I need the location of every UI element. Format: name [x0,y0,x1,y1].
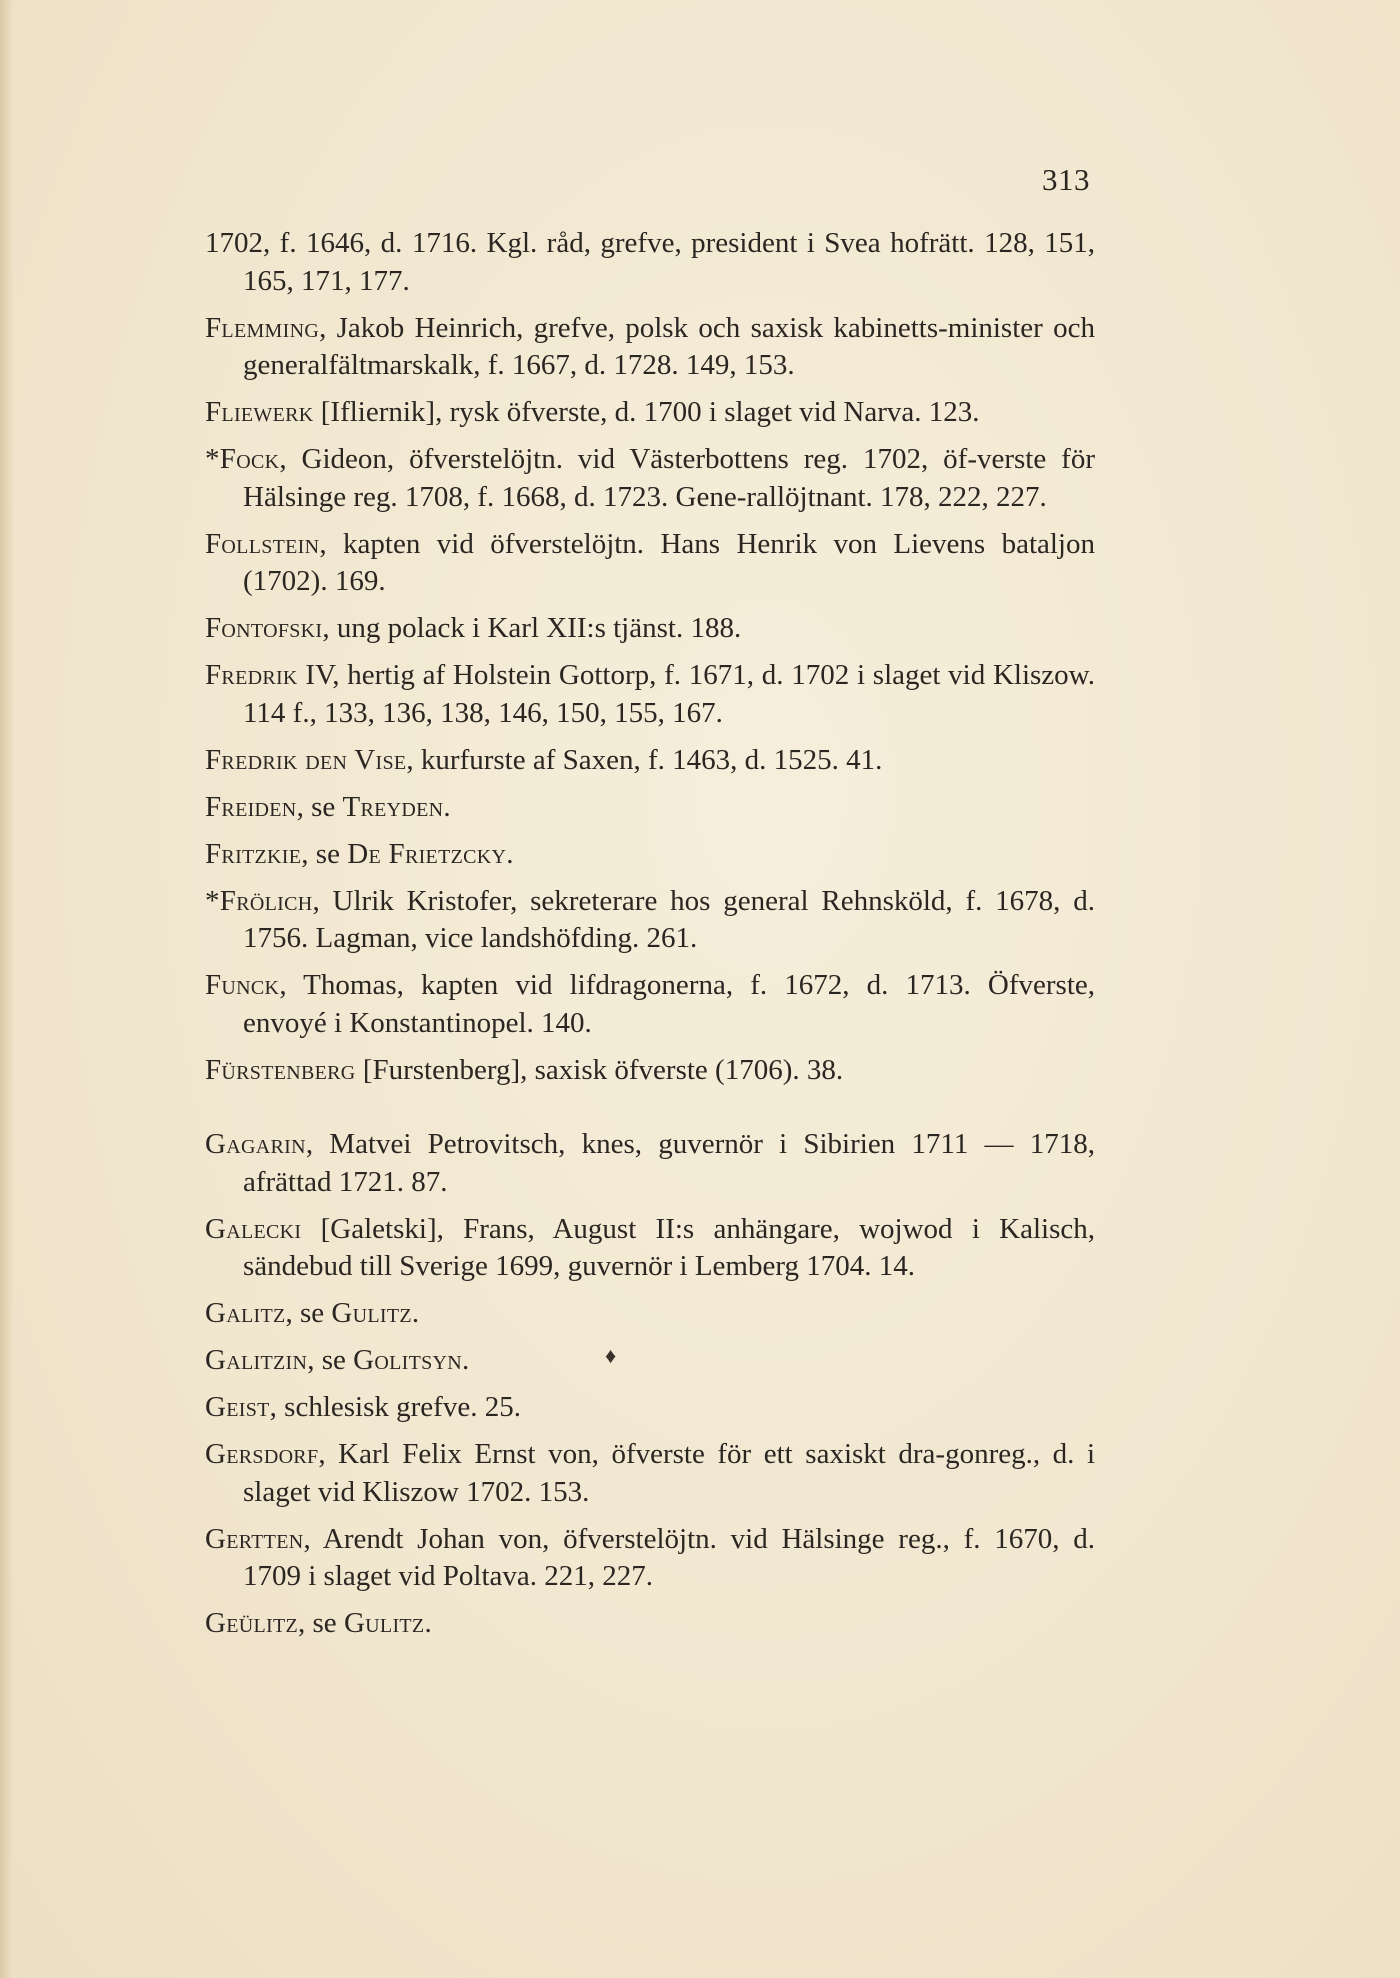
entry-headword: Gagarin [205,1128,306,1160]
entry-headword: Fredrik [205,659,298,691]
index-entry [205,225,1095,300]
index-entry [205,789,1095,827]
entry-text: , schlesisk grefve. 25. [269,1391,521,1423]
index-entry [205,1605,1095,1643]
index-entry [205,1211,1095,1286]
entry-headword: Fontofski [205,612,323,644]
index-entry [205,742,1095,780]
index-entry [205,610,1095,648]
entry-headword: Freiden [205,790,297,823]
index-entry [205,1295,1095,1333]
entry-headword: Fredrik den Vise [205,743,407,776]
index-entry [205,394,1095,432]
entry-text: , se [296,790,343,823]
entry-headword: Flemming [205,311,320,344]
index-entry [205,1126,1095,1201]
entry-tail: . [411,1297,420,1329]
margin-mark: ♦ [605,1343,617,1368]
index-entries [205,225,1095,1652]
entry-text: , kurfurste af Saxen, f. 1463, d. 1525. 41. [406,743,883,776]
entry-text: , se [298,1607,344,1639]
entry-tail: . [462,1344,470,1376]
index-entry [205,967,1095,1042]
entry-text: , Ulrik Kristofer, sekreterare hos general Rehnsköld, f. 1678, d. 1756. Lagman, vice landshöfding. 261. [243,884,1095,954]
entry-headword: Follstein [205,527,320,560]
entry-text: , Jakob Heinrich, grefve, polsk och saxisk kabinetts-minister och generalfältmarskalk, f. 1667, d. 1728. 149, 153. [243,311,1095,381]
entry-text: , se [301,837,348,870]
entry-cross-reference: Treyden [342,790,444,823]
entry-cross-reference: Gulitz [343,1607,425,1639]
entry-text: [Galetski], Frans, August II:s anhängare, wojwod i Kalisch, sändebud till Sverige 1699, guvernör i Lemberg 1704. 14. [243,1212,1095,1282]
index-entry [205,310,1095,385]
entry-text: [Furstenberg], saxisk öfverste (1706). 38. [355,1053,844,1086]
index-entry [205,836,1095,874]
entry-text: , Matvei Petrovitsch, knes, guvernör i Sibirien 1711 — 1718, afrättad 1721. 87. [243,1128,1095,1198]
index-entry [205,883,1095,958]
entry-headword: *Frölich [205,884,313,917]
index-entry [205,1521,1095,1596]
entry-text: , ung polack i Karl XII:s tjänst. 188. [322,612,742,644]
entry-tail: . [424,1607,432,1639]
entry-text: , se [285,1297,332,1329]
entry-headword: *Fock [205,443,280,475]
entry-headword: Geülitz [205,1607,299,1639]
entry-headword: Galitzin [205,1344,308,1376]
entry-text: [Ifliernik], rysk öfverste, d. 1700 i slaget vid Narva. 123. [313,396,980,428]
entry-cross-reference: De Frietzcky [347,837,507,870]
entry-headword: Fliewerk [205,396,314,428]
entry-text: , Thomas, kapten vid lifdragonerna, f. 1672, d. 1713. Öfverste, envoyé i Konstantinopel. 140. [243,969,1095,1039]
entry-headword: Funck [205,969,280,1001]
entry-text: , Gideon, öfverstelöjtn. vid Västerbottens reg. 1702, öf-verste för Hälsinge reg. 1708, f. 1668, d. 1723. Gene-rallöjtnant. 178, 222, 227. [243,443,1095,513]
entry-tail: . [506,837,514,870]
entry-cross-reference: Golitsyn [353,1344,463,1376]
index-entry [205,1436,1095,1511]
index-entry [205,657,1095,732]
index-entry [205,1342,1095,1380]
index-entry [205,1052,1095,1090]
entry-text: 1702, f. 1646, d. 1716. Kgl. råd, grefve, president i Svea hofrätt. 128, 151, 165, 171, 177. [205,227,1095,297]
index-entry [205,1389,1095,1427]
entry-headword: Galitz [205,1297,286,1329]
entry-headword: Galecki [205,1212,302,1245]
entry-headword: Gersdorf [205,1438,319,1470]
entry-text: , Karl Felix Ernst von, öfverste för ett saxiskt dra-gonreg., d. i slaget vid Kliszow 1702. 153. [243,1438,1095,1508]
entry-headword: Gertten [205,1522,304,1555]
entry-headword: Fürstenberg [205,1053,356,1086]
entry-headword: Fritzkie [205,837,302,870]
index-entry [205,526,1095,601]
page-spine-shadow [0,0,14,1978]
entry-text: , kapten vid öfverstelöjtn. Hans Henrik von Lievens bataljon (1702). 169. [243,527,1095,597]
page-number: 313 [1042,162,1090,197]
entry-cross-reference: Gulitz [331,1297,412,1329]
entry-text: , se [307,1344,354,1376]
entry-tail: . [443,790,451,823]
entry-headword: Geist [205,1391,270,1423]
entry-text: , Arendt Johan von, öfverstelöjtn. vid Hälsinge reg., f. 1670, d. 1709 i slaget vid Poltava. 221, 227. [243,1522,1095,1592]
index-entry [205,441,1095,516]
entry-text: IV, hertig af Holstein Gottorp, f. 1671, d. 1702 i slaget vid Kliszow. 114 f., 133, 136, 138, 146, 150, 155, 167. [243,659,1095,729]
